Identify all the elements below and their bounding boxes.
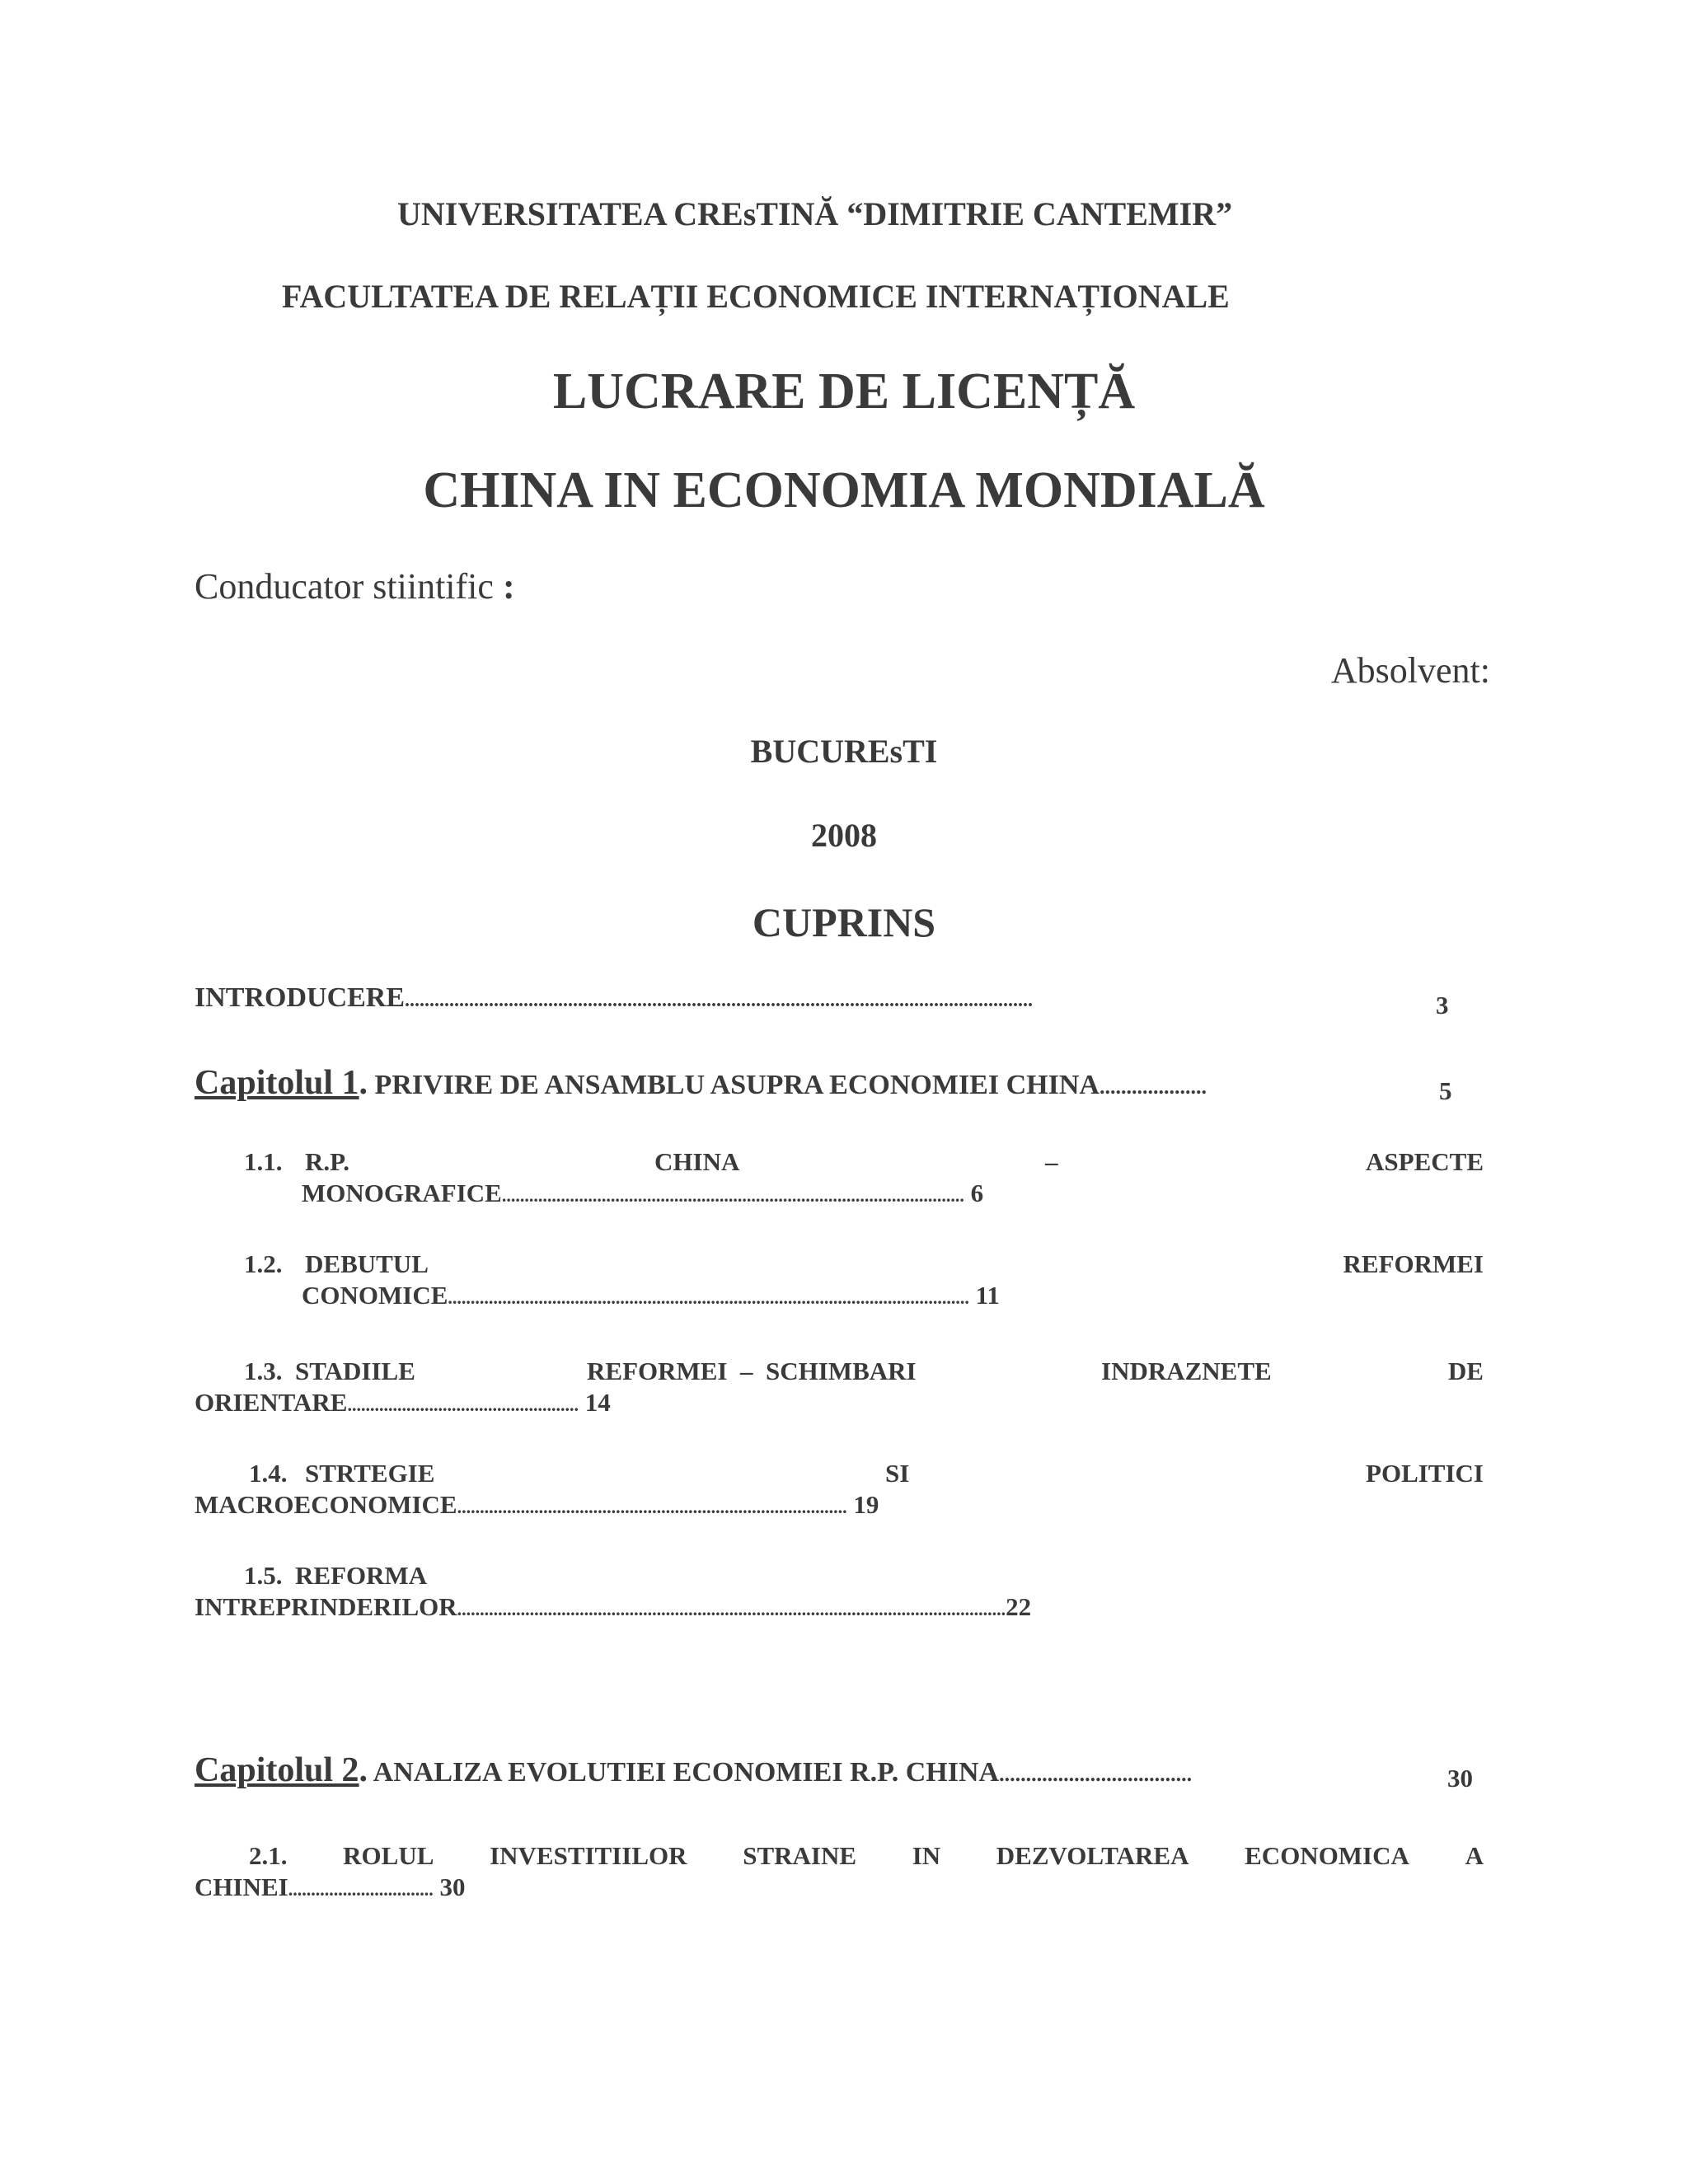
section-number: 1.4. bbox=[249, 1459, 288, 1488]
thesis-type: LUCRARE DE LICENȚĂ bbox=[552, 363, 1136, 419]
toc-entry-page: 30 bbox=[439, 1872, 466, 1901]
section-word: R.P. bbox=[305, 1147, 349, 1176]
section-word: ECONOMICA bbox=[1245, 1841, 1409, 1870]
toc-chapter-1 bbox=[195, 1063, 1207, 1103]
section-word: STADIILE bbox=[295, 1357, 415, 1385]
section-word: ROLUL bbox=[343, 1841, 434, 1870]
chapter-prefix: Capitolul 1 bbox=[195, 1064, 359, 1102]
section-title-tail: MONOGRAFICE bbox=[302, 1179, 502, 1207]
section-title-tail: CONOMICE bbox=[302, 1281, 448, 1310]
chapter-dot: . bbox=[359, 1751, 368, 1789]
toc-leader: ................................................... bbox=[347, 1394, 579, 1415]
advisor-label bbox=[195, 565, 515, 607]
year: 2008 bbox=[811, 817, 877, 854]
toc-section-1-2-line2 bbox=[302, 1281, 1000, 1310]
advisor-colon: : bbox=[502, 566, 515, 607]
section-word: DEBUTUL bbox=[305, 1249, 429, 1278]
toc-entry-introduction bbox=[195, 982, 1033, 1014]
toc-section-2-1-line1 bbox=[249, 1841, 1484, 1871]
toc-leader: ...................................................................................................... bbox=[501, 1185, 964, 1206]
section-word: STRAINE bbox=[743, 1841, 857, 1870]
section-word: INDRAZNETE bbox=[1101, 1357, 1272, 1385]
toc-chapter-2 bbox=[195, 1750, 1192, 1790]
toc-section-1-1-line2 bbox=[302, 1179, 983, 1208]
section-word: SI bbox=[885, 1459, 910, 1488]
section-title-tail: MACROECONOMICE bbox=[195, 1490, 457, 1519]
toc-section-1-4-line1 bbox=[249, 1459, 1484, 1488]
section-word: REFORMA bbox=[295, 1561, 428, 1590]
section-word: CHINA bbox=[654, 1147, 740, 1176]
chapter-title: ANALIZA EVOLUTIEI ECONOMIEI R.P. CHINA bbox=[368, 1757, 1000, 1788]
toc-entry-page: 22 bbox=[1006, 1592, 1032, 1621]
section-word: DE bbox=[1447, 1357, 1484, 1385]
section-number: 1.3. bbox=[244, 1357, 283, 1385]
toc-section-1-3-line1 bbox=[244, 1357, 1484, 1386]
chapter-title: PRIVIRE DE ANSAMBLU ASUPRA ECONOMIEI CHINA bbox=[368, 1070, 1100, 1100]
section-word: IN bbox=[912, 1841, 941, 1870]
section-word: A bbox=[1465, 1841, 1484, 1870]
section-word: ASPECTE bbox=[1366, 1147, 1484, 1176]
toc-title: CUPRINS bbox=[752, 899, 936, 945]
chapter-dot: . bbox=[359, 1064, 368, 1102]
graduate-label: Absolvent: bbox=[1330, 650, 1490, 691]
section-word: REFORMEI – SCHIMBARI bbox=[587, 1357, 917, 1385]
toc-section-1-4-line2 bbox=[195, 1490, 879, 1520]
section-title-tail: INTREPRINDERILOR bbox=[195, 1592, 457, 1621]
toc-leader: ...................................................................................... bbox=[457, 1497, 847, 1517]
section-word: INVESTITIILOR bbox=[490, 1841, 687, 1870]
toc-section-1-3-line2 bbox=[195, 1388, 611, 1418]
toc-section-1-5-line1 bbox=[244, 1561, 427, 1591]
toc-leader: ................................ bbox=[288, 1879, 434, 1900]
university-name: UNIVERSITATEA CREsTINĂ “DIMITRIE CANTEMIR” bbox=[397, 195, 1233, 232]
toc-section-1-1-line1 bbox=[244, 1147, 1484, 1177]
thesis-title: CHINA IN ECONOMIA MONDIALĂ bbox=[423, 462, 1265, 518]
toc-leader: ................................................................................................................... bbox=[448, 1287, 969, 1308]
section-title-tail: CHINEI bbox=[195, 1872, 288, 1901]
section-word: DEZVOLTAREA bbox=[996, 1841, 1189, 1870]
section-number: 1.1. bbox=[244, 1147, 283, 1176]
toc-entry-page: 30 bbox=[1447, 1764, 1473, 1793]
toc-section-1-5-line2 bbox=[195, 1592, 1031, 1622]
toc-leader: .................................... bbox=[999, 1762, 1193, 1786]
toc-entry-page: 19 bbox=[853, 1490, 879, 1519]
toc-leader: .................... bbox=[1099, 1075, 1207, 1099]
section-number: 1.2. bbox=[244, 1249, 283, 1278]
toc-entry-page: 6 bbox=[970, 1179, 984, 1207]
section-word: POLITICI bbox=[1366, 1459, 1484, 1488]
toc-entry-page: 5 bbox=[1439, 1076, 1452, 1105]
toc-entry-page: 3 bbox=[1436, 991, 1449, 1019]
section-number: 1.5. bbox=[244, 1561, 283, 1590]
toc-entry-label: INTRODUCERE bbox=[195, 982, 406, 1013]
section-number: 2.1. bbox=[249, 1841, 288, 1870]
section-word: STRTEGIE bbox=[305, 1459, 435, 1488]
toc-leader: ............................................................................................................................... bbox=[405, 990, 1034, 1011]
section-word: – bbox=[1045, 1147, 1058, 1176]
toc-section-2-1-line2 bbox=[195, 1872, 465, 1902]
section-word: REFORMEI bbox=[1343, 1249, 1484, 1278]
advisor-label-text: Conducator stiintific bbox=[195, 566, 503, 607]
toc-entry-page: 14 bbox=[584, 1388, 611, 1417]
chapter-prefix: Capitolul 2 bbox=[195, 1751, 359, 1789]
section-title-tail: ORIENTARE bbox=[195, 1388, 348, 1417]
toc-section-1-2-line1 bbox=[244, 1249, 1484, 1279]
city: BUCUREsTI bbox=[750, 733, 938, 770]
toc-entry-page: 11 bbox=[975, 1281, 1000, 1310]
faculty-name: FACULTATEA DE RELAȚII ECONOMICE INTERNAȚIONALE bbox=[282, 278, 1230, 315]
toc-leader: ......................................................................................................................... bbox=[457, 1599, 1006, 1619]
